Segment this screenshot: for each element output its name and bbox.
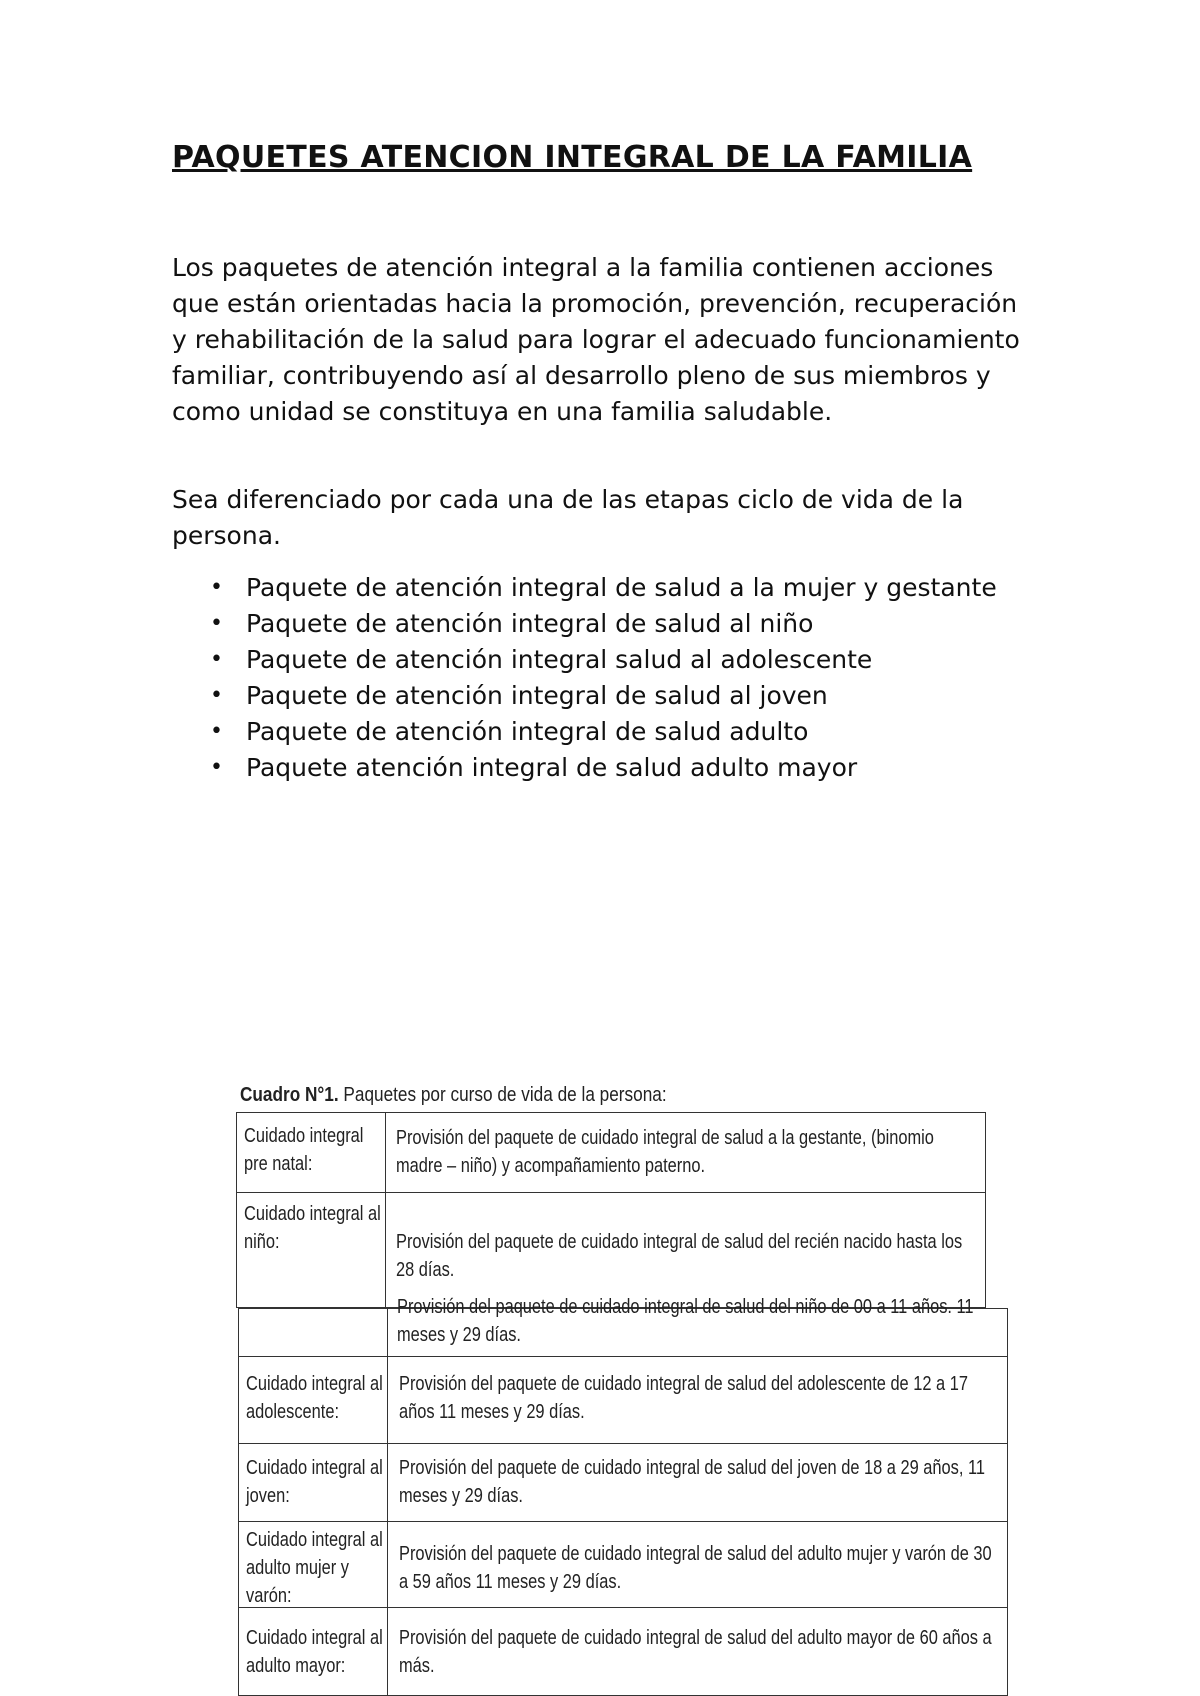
scanned-table-image bbox=[236, 1080, 1016, 1696]
table-cell-text: Provisión del paquete de cuidado integral de salud a la gestante, (binomio madre – niño) y acompañamiento paterno. bbox=[396, 1127, 934, 1177]
table-cell-label: Cuidado integral al adulto mujer y varón: bbox=[246, 1529, 383, 1607]
table-cell-label: Cuidado integral al adolescente: bbox=[246, 1373, 383, 1423]
table-cell-text: Provisión del paquete de cuidado integral de salud del adulto mayor de 60 años a más. bbox=[399, 1627, 992, 1677]
table-cell-text: Provisión del paquete de cuidado integral de salud del niño de 00 a 11 años. 11 meses y 29 días. bbox=[397, 1296, 974, 1346]
bullet-icon: • bbox=[210, 755, 223, 780]
table-cell-text: Provisión del paquete de cuidado integral de salud del recién nacido hasta los 28 días. bbox=[396, 1231, 963, 1281]
bullet-icon: • bbox=[210, 611, 223, 636]
bullet-icon: • bbox=[210, 719, 223, 744]
stages-paragraph: Sea diferenciado por cada una de las etapas ciclo de vida de la persona. bbox=[172, 485, 964, 550]
table-cell-label: Cuidado integral al niño: bbox=[244, 1203, 381, 1253]
list-item: • Paquete de atención integral de salud adulto bbox=[172, 714, 1032, 750]
table-cell-label: Cuidado integral al adulto mayor: bbox=[246, 1627, 383, 1677]
table-cell-text: Provisión del paquete de cuidado integral de salud del adulto mujer y varón de 30 a 59 años 11 meses y 29 días. bbox=[399, 1543, 992, 1593]
list-item: • Paquete de atención integral de salud a la mujer y gestante bbox=[172, 570, 1032, 606]
document-title: PAQUETES ATENCION INTEGRAL DE LA FAMILIA bbox=[172, 140, 973, 175]
bullet-icon: • bbox=[210, 683, 223, 708]
list-item: • Paquete de atención integral de salud al joven bbox=[172, 678, 1032, 714]
bullet-icon: • bbox=[210, 575, 223, 600]
bullet-icon: • bbox=[210, 647, 223, 672]
table-caption: Cuadro N°1. Paquetes por curso de vida de la persona: bbox=[240, 1084, 667, 1106]
table-cell-label: Cuidado integral al joven: bbox=[246, 1457, 383, 1507]
table-cell-label: Cuidado integral pre natal: bbox=[244, 1125, 364, 1175]
table-cell-text: Provisión del paquete de cuidado integral de salud del joven de 18 a 29 años, 11 meses y 29 días. bbox=[399, 1457, 985, 1507]
table-cell-text: Provisión del paquete de cuidado integral de salud del adolescente de 12 a 17 años 11 meses y 29 días. bbox=[399, 1373, 968, 1423]
list-item: • Paquete atención integral de salud adulto mayor bbox=[172, 750, 1032, 786]
package-list bbox=[172, 570, 1032, 786]
list-item: • Paquete de atención integral salud al adolescente bbox=[172, 642, 1032, 678]
list-item: • Paquete de atención integral de salud al niño bbox=[172, 606, 1032, 642]
intro-paragraph: Los paquetes de atención integral a la familia contienen acciones que están orientadas hacia la promoción, prevención, recuperación y rehabilitación de la salud para lograr el adecuado funcionamiento familiar, contribuyendo así al desarrollo pleno de sus miembros y como unidad se constituya en una familia saludable. bbox=[172, 253, 1020, 426]
